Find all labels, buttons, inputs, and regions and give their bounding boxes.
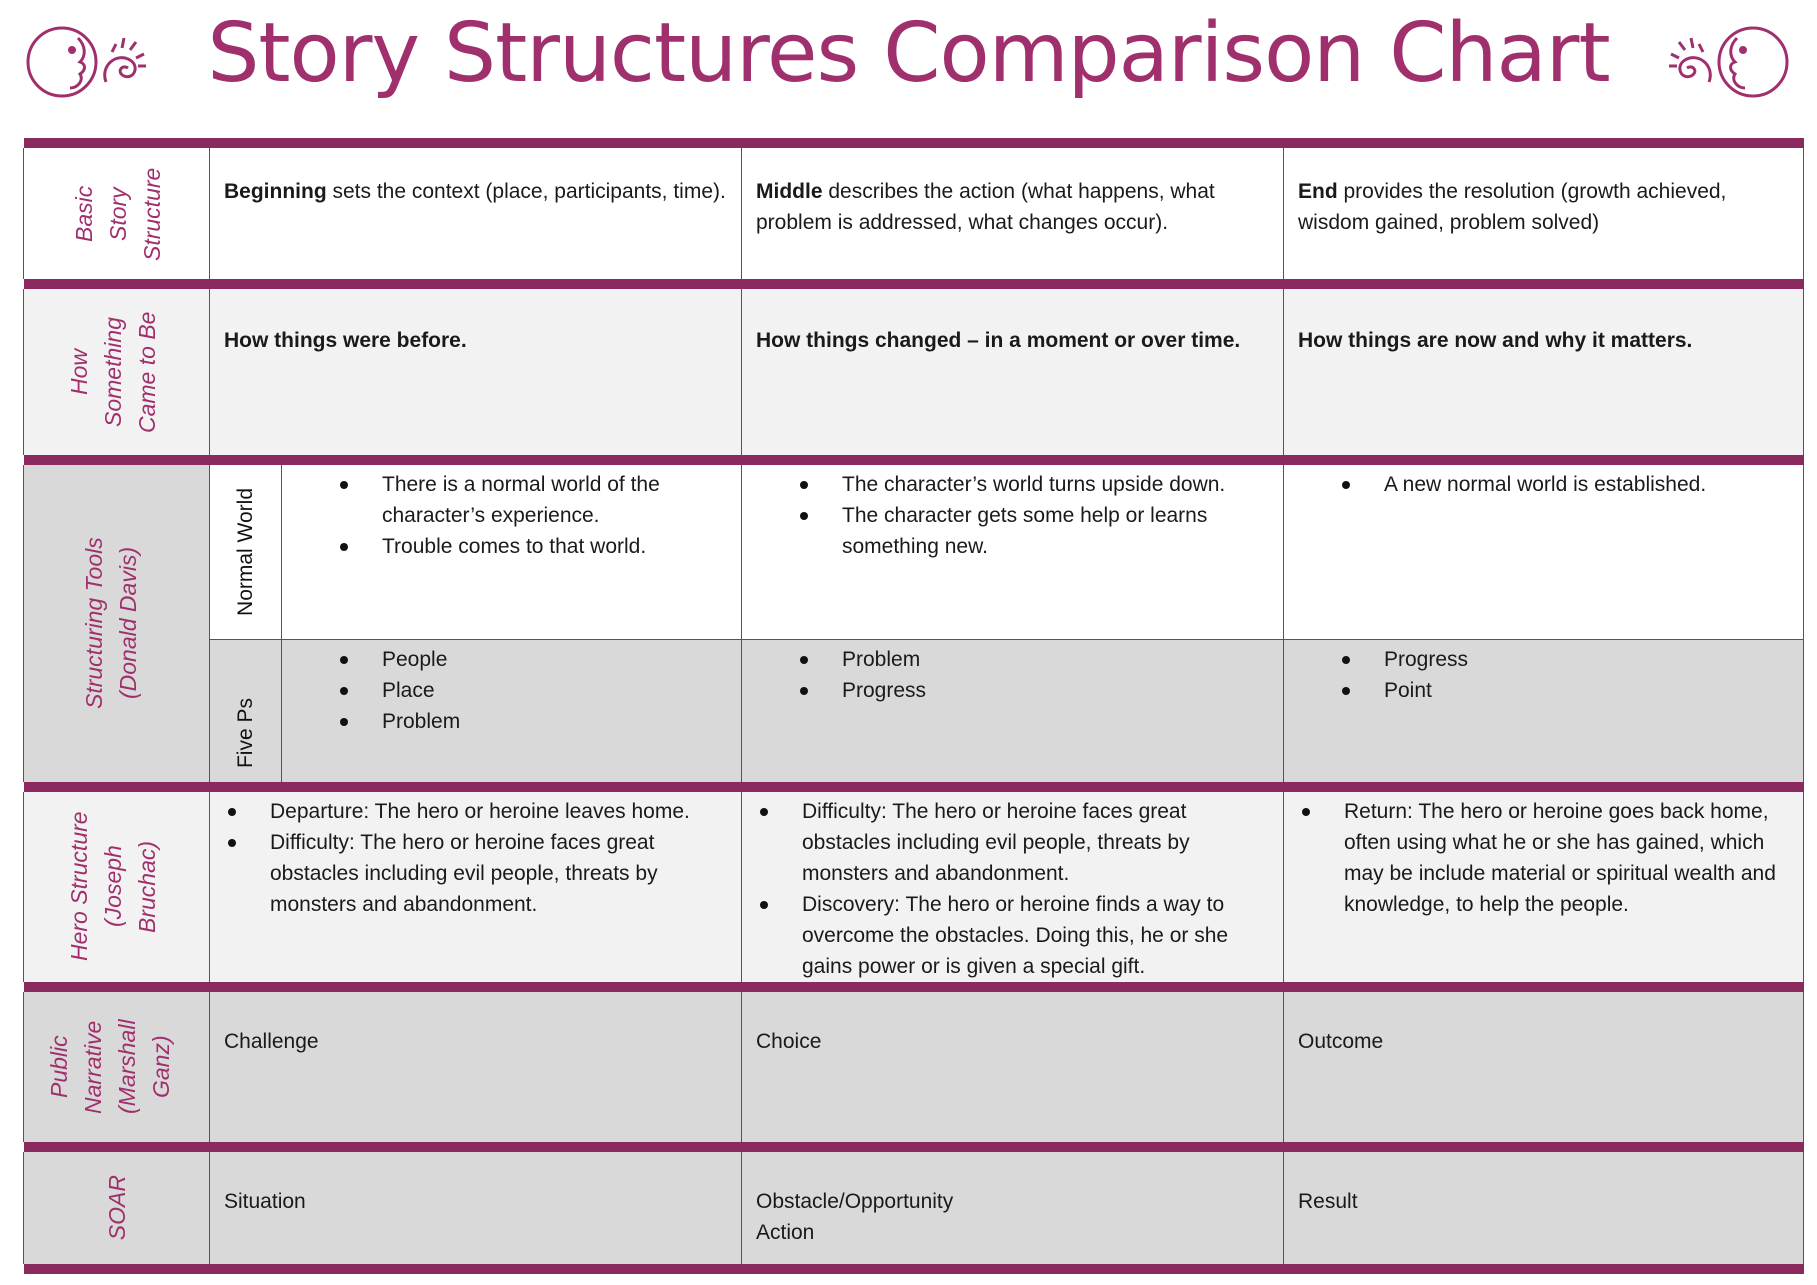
row-hero-structure — [24, 792, 1804, 982]
comparison-table — [23, 138, 1804, 1274]
soar-middle-cell: Obstacle/Opportunity Action — [756, 1190, 954, 1244]
soar-beginning-cell: Situation — [224, 1190, 306, 1213]
page-title: Story Structures Comparison Chart — [207, 6, 1610, 101]
sub-label-five-ps: Five Ps — [234, 697, 257, 768]
list-item: Departure: The hero or heroine leaves home. — [210, 796, 727, 827]
public-middle-cell: Choice — [756, 1030, 822, 1053]
list-item: Point — [1284, 675, 1789, 706]
header — [0, 0, 1817, 125]
five-ps-beginning-list — [282, 640, 741, 737]
public-end-cell: Outcome — [1298, 1030, 1384, 1053]
list-item: Problem — [282, 706, 727, 737]
row-structuring-five-ps — [24, 640, 1804, 783]
list-item: Return: The hero or heroine goes back home, often using what he or she has gained, which may be include material or spiritual wealth and knowledge, to help the people. — [1284, 796, 1789, 920]
row-label: Hero Structure (Joseph Bruchac) — [65, 811, 160, 961]
list-item: Place — [282, 675, 727, 706]
public-beginning-cell: Challenge — [224, 1030, 319, 1053]
list-item: Problem — [742, 644, 1269, 675]
row-label: Public Narrative (Marshall Ganz) — [45, 1019, 174, 1115]
list-item: There is a normal world of the character’s experience. — [282, 469, 727, 531]
row-soar — [24, 1152, 1804, 1264]
hero-end-list — [1284, 792, 1803, 920]
five-ps-middle-list — [742, 640, 1283, 706]
list-item: The character gets some help or learns something new. — [742, 500, 1269, 562]
normal-world-middle-list — [742, 465, 1283, 562]
normal-world-end-list — [1284, 465, 1803, 500]
list-item: Difficulty: The hero or heroine faces great obstacles including evil people, threats by monsters and abandonment. — [210, 827, 727, 920]
list-item: Discovery: The hero or heroine finds a way to overcome the obstacles. Doing this, he or she gains power or is given a special gift. — [742, 889, 1269, 982]
list-item: Progress — [742, 675, 1269, 706]
row-label: Structuring Tools (Donald Davis) — [80, 537, 141, 709]
soar-end-cell: Result — [1298, 1190, 1358, 1213]
list-item: Progress — [1284, 644, 1789, 675]
basic-middle-cell: Middle describes the action (what happens, what problem is addressed, what changes occur). — [756, 180, 1215, 234]
row-basic-story-structure — [24, 148, 1804, 279]
list-item: A new normal world is established. — [1284, 469, 1789, 500]
row-structuring-normal-world — [24, 465, 1804, 640]
face-swirl-icon — [1665, 16, 1795, 108]
normal-world-beginning-list — [282, 465, 741, 562]
row-label: SOAR — [103, 1175, 130, 1241]
how-end-cell: How things are now and why it matters. — [1298, 329, 1693, 352]
basic-beginning-cell: Beginning sets the context (place, participants, time). — [224, 180, 726, 203]
row-label: Basic Story Structure — [70, 166, 165, 261]
how-middle-cell: How things changed – in a moment or over time. — [756, 329, 1241, 352]
hero-beginning-list — [210, 792, 741, 920]
basic-end-cell: End provides the resolution (growth achieved, wisdom gained, problem solved) — [1298, 180, 1727, 234]
list-item: The character’s world turns upside down. — [742, 469, 1269, 500]
list-item: People — [282, 644, 727, 675]
row-label: How Something Came to Be — [65, 311, 160, 433]
list-item: Trouble comes to that world. — [282, 531, 727, 562]
row-how-something-came-to-be — [24, 289, 1804, 455]
five-ps-end-list — [1284, 640, 1803, 706]
sub-label-normal-world: Normal World — [234, 488, 257, 616]
row-public-narrative — [24, 992, 1804, 1142]
hero-middle-list — [742, 792, 1283, 982]
list-item: Difficulty: The hero or heroine faces great obstacles including evil people, threats by monsters and abandonment. — [742, 796, 1269, 889]
how-beginning-cell: How things were before. — [224, 329, 467, 352]
